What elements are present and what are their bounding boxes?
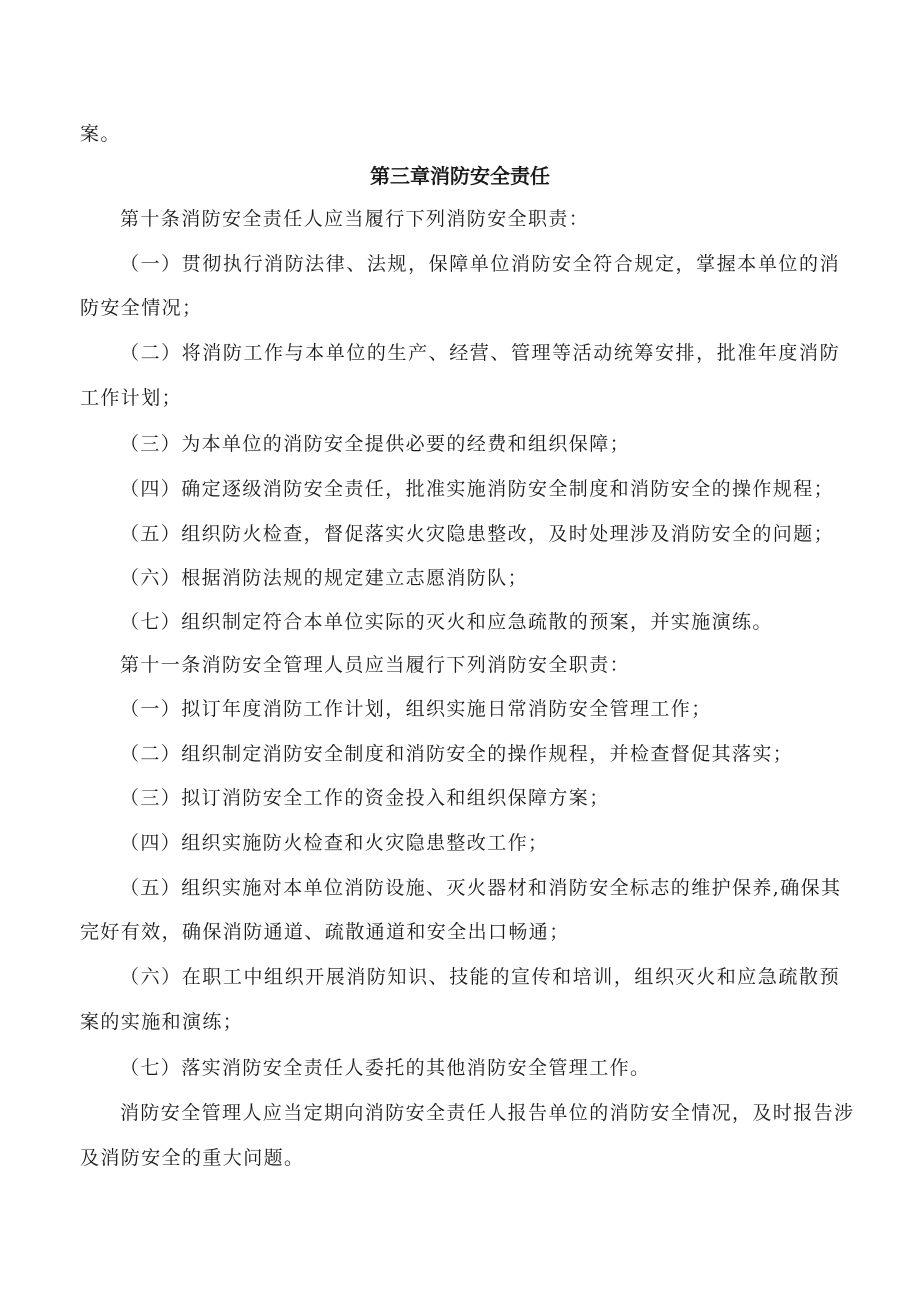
article-11-item-4: （四）组织实施防火检查和火灾隐患整改工作； <box>120 832 549 854</box>
lead-fragment: 案。 <box>80 123 121 145</box>
article-10-item-1-line-2: 防安全情况； <box>80 297 203 319</box>
article-11-heading: 第十一条消防安全管理人员应当履行下列消防安全职责： <box>120 654 631 676</box>
article-10-heading: 第十条消防安全责任人应当履行下列消防安全职责： <box>120 208 590 230</box>
closing-paragraph-line-2: 及消防安全的重大问题。 <box>80 1147 305 1169</box>
article-11-item-3: （三）拟订消防安全工作的资金投入和组织保障方案； <box>120 787 610 809</box>
article-11-item-1: （一）拟订年度消防工作计划，组织实施日常消防安全管理工作； <box>120 698 712 720</box>
article-10-item-5: （五）组织防火检查，督促落实火灾隐患整改，及时处理涉及消防安全的问题； <box>120 523 835 545</box>
article-11-item-6-line-1: （六）在职工中组织开展消防知识、技能的宣传和培训，组织灭火和应急疏散预 <box>120 966 840 988</box>
article-10-item-4: （四）确定逐级消防安全责任，批准实施消防安全制度和消防安全的操作规程； <box>120 478 835 500</box>
article-10-item-1-line-1: （一）贯彻执行消防法律、法规，保障单位消防安全符合规定，掌握本单位的消 <box>120 253 840 275</box>
chapter-title: 第三章消防安全责任 <box>370 164 550 188</box>
article-10-item-6: （六）根据消防法规的规定建立志愿消防队； <box>120 567 529 589</box>
article-11-item-2: （二）组织制定消防安全制度和消防安全的操作规程，并检查督促其落实； <box>120 743 794 765</box>
article-11-item-6-line-2: 案的实施和演练； <box>80 1011 244 1033</box>
article-11-item-7: （七）落实消防安全责任人委托的其他消防安全管理工作。 <box>120 1057 651 1079</box>
closing-paragraph-line-1: 消防安全管理人应当定期向消防安全责任人报告单位的消防安全情况，及时报告涉 <box>120 1102 855 1124</box>
article-11-item-5-line-1: （五）组织实施对本单位消防设施、灭火器材和消防安全标志的维护保养,确保其 <box>120 877 842 899</box>
article-11-item-5-line-2: 完好有效，确保消防通道、疏散通道和安全出口畅通； <box>80 921 570 943</box>
article-10-item-2-line-1: （二）将消防工作与本单位的生产、经营、管理等活动统筹安排，批准年度消防 <box>120 342 840 364</box>
article-10-item-3: （三）为本单位的消防安全提供必要的经费和组织保障； <box>120 433 631 455</box>
article-10-item-7: （七）组织制定符合本单位实际的灭火和应急疏散的预案，并实施演练。 <box>120 611 773 633</box>
article-10-item-2-line-2: 工作计划； <box>80 387 183 409</box>
